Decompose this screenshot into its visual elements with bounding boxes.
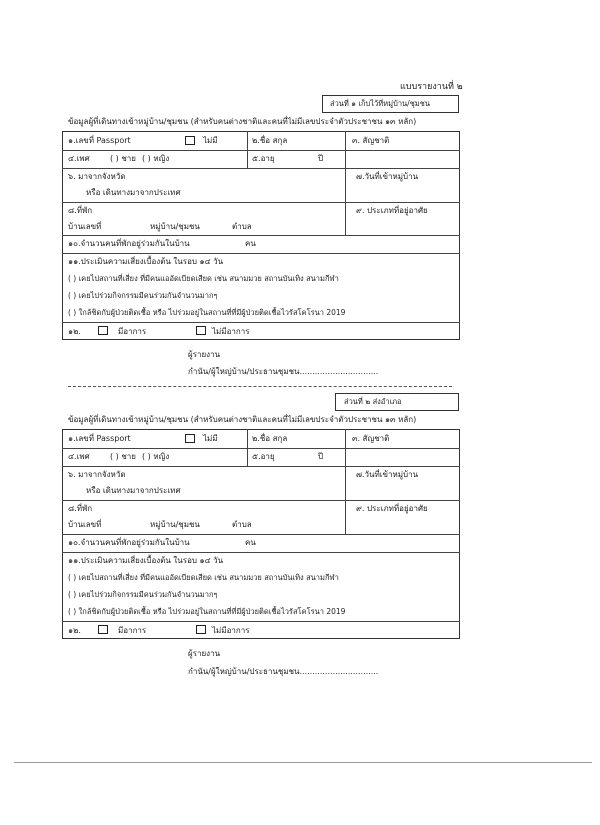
- household-count-unit: คน: [245, 538, 256, 547]
- village-label: หมู่บ้าน/ชุมชน: [150, 222, 200, 231]
- risk-option-infected-contact[interactable]: ( ) ใกล้ชิดกับผู้ป่วยติดเชื้อ หรือ ไปร่วมอยู่ในสถานที่ที่มีผู้ป่วยติดเชื้อไวรัสโคโรนา 2019: [68, 607, 346, 616]
- section-heading: ข้อมูลผู้ที่เดินทางเข้าหมู่บ้าน/ชุมชน (สำหรับคนต่างชาติและคนที่ไม่มีเลขประจำตัวประชาชน ๑๓ หลัก): [68, 415, 417, 424]
- accommodation-label: ๘.ที่พัก: [68, 206, 93, 215]
- residence-type-label: ๙. ประเภทที่อยู่อาศัย: [356, 206, 428, 215]
- house-number-label: บ้านเลขที่: [68, 520, 102, 529]
- passport-label: ๑.เลขที่ Passport: [68, 136, 131, 145]
- signer-line: กำนัน/ผู้ใหญ่บ้าน/ประธานชุมชน...............................: [188, 667, 379, 676]
- sex-female-option[interactable]: ( ) หญิง: [142, 452, 170, 461]
- name-label: ๒.ชื่อ สกุล: [252, 136, 288, 145]
- age-label: ๕.อายุ: [252, 452, 275, 461]
- cut-line: [68, 386, 452, 387]
- form-title: แบบรายงานที่ ๒: [400, 82, 463, 92]
- house-number-label: บ้านเลขที่: [68, 222, 102, 231]
- signer-line: กำนัน/ผู้ใหญ่บ้าน/ประธานชุมชน...............................: [188, 367, 379, 376]
- symptom-no-label: ไม่มีอาการ: [212, 626, 250, 635]
- from-province-label: ๖. มาจากจังหวัด: [68, 172, 126, 181]
- sex-female-option[interactable]: ( ) หญิง: [142, 154, 170, 163]
- arrival-date-label: ๗.วันที่เข้าหมู่บ้าน: [356, 470, 419, 479]
- risk-option-mass-activity[interactable]: ( ) เคยไปร่วมกิจกรรมมีคนร่วมกันจำนวนมากๆ: [68, 291, 218, 300]
- part-label: ส่วนที่ ๒ ส่งอำเภอ: [344, 397, 402, 406]
- symptom-label: ๑๒.: [68, 626, 81, 635]
- no-passport-checkbox[interactable]: [185, 136, 195, 145]
- from-country-label: หรือ เดินทางมาจากประเทศ: [86, 188, 181, 197]
- risk-option-crowded-venue[interactable]: ( ) เคยไปสถานที่เสี่ยง ที่มีคนแออัดเบียดเสียด เช่น สนามมวย สถานบันเทิง สนามกีฬา: [68, 274, 339, 283]
- household-count-label: ๑๐.จำนวนคนที่พักอยู่ร่วมกันในบ้าน: [68, 538, 190, 547]
- subdistrict-label: ตำบล: [232, 222, 252, 231]
- household-count-unit: คน: [245, 239, 256, 248]
- sex-label: ๔.เพศ: [68, 452, 90, 461]
- risk-option-infected-contact[interactable]: ( ) ใกล้ชิดกับผู้ป่วยติดเชื้อ หรือ ไปร่วมอยู่ในสถานที่ที่มีผู้ป่วยติดเชื้อไวรัสโคโรนา 2019: [68, 308, 346, 317]
- no-passport-label: ไม่มี: [203, 434, 218, 443]
- household-count-label: ๑๐.จำนวนคนที่พักอยู่ร่วมกันในบ้าน: [68, 239, 190, 248]
- passport-label: ๑.เลขที่ Passport: [68, 434, 131, 443]
- nationality-label: ๓. สัญชาติ: [352, 136, 390, 145]
- symptom-yes-checkbox[interactable]: [98, 625, 108, 634]
- residence-type-label: ๙. ประเภทที่อยู่อาศัย: [356, 504, 428, 513]
- age-unit: ปี: [318, 154, 324, 163]
- risk-title: ๑๑.ประเมินความเสี่ยงเบื้องต้น ในรอบ ๑๔ วัน: [68, 257, 224, 266]
- village-label: หมู่บ้าน/ชุมชน: [150, 520, 200, 529]
- nationality-label: ๓. สัญชาติ: [352, 434, 390, 443]
- from-country-label: หรือ เดินทางมาจากประเทศ: [86, 486, 181, 495]
- symptom-yes-label: มีอาการ: [118, 327, 147, 336]
- symptom-no-checkbox[interactable]: [196, 326, 206, 335]
- risk-option-mass-activity[interactable]: ( ) เคยไปร่วมกิจกรรมมีคนร่วมกันจำนวนมากๆ: [68, 590, 218, 599]
- no-passport-checkbox[interactable]: [185, 434, 195, 443]
- symptom-label: ๑๒.: [68, 327, 81, 336]
- age-label: ๕.อายุ: [252, 154, 275, 163]
- arrival-date-label: ๗.วันที่เข้าหมู่บ้าน: [356, 172, 419, 181]
- risk-title: ๑๑.ประเมินความเสี่ยงเบื้องต้น ในรอบ ๑๔ วัน: [68, 556, 224, 565]
- scan-edge-line: [14, 762, 592, 763]
- sex-male-option[interactable]: ( ) ชาย: [110, 154, 136, 163]
- accommodation-label: ๘.ที่พัก: [68, 504, 93, 513]
- sex-male-option[interactable]: ( ) ชาย: [110, 452, 136, 461]
- sex-label: ๔.เพศ: [68, 154, 90, 163]
- name-label: ๒.ชื่อ สกุล: [252, 434, 288, 443]
- no-passport-label: ไม่มี: [203, 136, 218, 145]
- subdistrict-label: ตำบล: [232, 520, 252, 529]
- part-label: ส่วนที่ ๑ เก็บไว้ที่หมู่บ้าน/ชุมชน: [330, 99, 430, 108]
- symptom-yes-label: มีอาการ: [118, 626, 147, 635]
- symptom-no-checkbox[interactable]: [196, 625, 206, 634]
- symptom-no-label: ไม่มีอาการ: [212, 327, 250, 336]
- symptom-yes-checkbox[interactable]: [98, 326, 108, 335]
- reporter-label: ผู้รายงาน: [188, 649, 221, 658]
- age-unit: ปี: [318, 452, 324, 461]
- risk-option-crowded-venue[interactable]: ( ) เคยไปสถานที่เสี่ยง ที่มีคนแออัดเบียดเสียด เช่น สนามมวย สถานบันเทิง สนามกีฬา: [68, 573, 339, 582]
- section-heading: ข้อมูลผู้ที่เดินทางเข้าหมู่บ้าน/ชุมชน (สำหรับคนต่างชาติและคนที่ไม่มีเลขประจำตัวประชาชน ๑๓ หลัก): [68, 117, 417, 126]
- reporter-label: ผู้รายงาน: [188, 350, 221, 359]
- from-province-label: ๖. มาจากจังหวัด: [68, 470, 126, 479]
